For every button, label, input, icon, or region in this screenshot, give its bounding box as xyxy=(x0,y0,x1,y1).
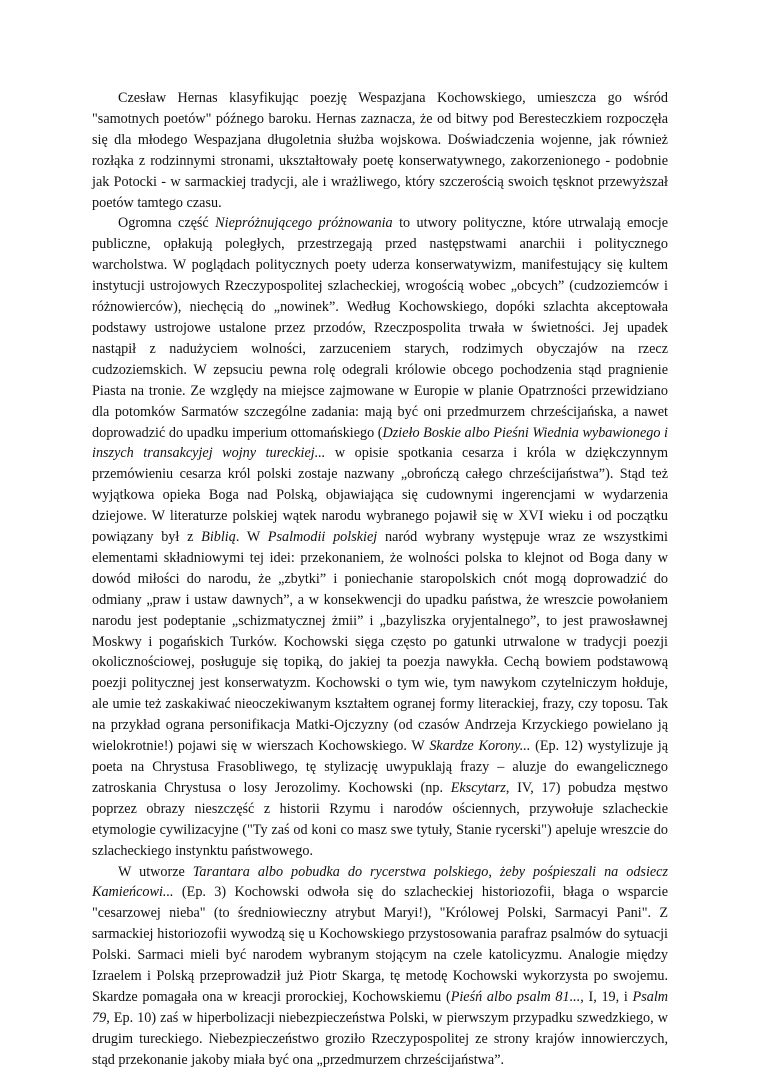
italic-title: Dzieło Boskie albo Pieśni Wiednia wybawionego i inszych transakcyjej wojny tureckiej... xyxy=(92,424,668,462)
text-run: to utwory polityczne, które utrwalają emocje publiczne, opłakują poległych, przestrzegają przed następstwami anarchii i politycznego warcholstwa. W poglądach politycznych poety uderza konserwatywizm, manifestujący się kultem instytucji ustrojowych Rzeczypospolitej szlacheckiej, wrogością wobec „obcych” (cudzoziemców i różnowierców), niechęcią do „nowinek”. Według Kochowskiego, dopóki szlachta akceptowała podstawy ustrojowe ustalone przez przodów, Rzeczpospolita trwała w świetności. Jej upadek nastąpił z nadużyciem wolności, zarzuceniem starych, rodzimych obyczajów na rzecz cudzoziemskich. W zepsuciu pewna rolę odegrali królowie obcego pochodzenia stąd pragnienie Piasta na tronie. Ze względy na miejsce zajmowane w Europie w planie Opatrzności przewidziano dla potomków Sarmatów szczególne zadania: mają być oni przedmurzem chrześcijańska, a nawet doprowadzić do upadku imperium ottomańskiego ( xyxy=(92,215,669,441)
italic-title: Biblią xyxy=(201,529,236,546)
paragraph-1 xyxy=(92,88,668,213)
text-run: , IV, 17) pobudza męstwo poprzez obrazy nieszczęść z historii Rzymu i narodów ościennych, przywołuje szlacheckie etymologie cywilizacyjne ("Ty zaś od koni co masz swe tytuły, Stanie rycerski") apeluje wreszcie do szlacheckiego instynktu państwowego. xyxy=(92,779,669,859)
text-run: , Ep. 10) zaś w hiperbolizacji niebezpieczeństwa Polski, w pierwszym przypadku szwedzkiego, w drugim tureckiego. Niebezpieczeństwo groziło Rzeczypospolitej ze strony krajów innowierczych, stąd przekonanie jakoby miała być ona „przedmurzem chrześcijaństwa”. xyxy=(92,1009,668,1068)
paragraph-2 xyxy=(92,213,668,861)
italic-title: Pieśń albo psalm 81... xyxy=(450,988,581,1005)
text-run: W utworze xyxy=(118,863,193,880)
italic-title: Psalm 79 xyxy=(92,988,669,1026)
italic-title: Skardze Korony... xyxy=(429,738,531,755)
paragraph-3 xyxy=(92,862,668,1071)
text-run: (Ep. 3) Kochowski odwoła się do szlacheckiej historiozofii, błaga o wsparcie "cesarzowej nieba" (to średniowieczny atrybut Maryi!), "Królowej Polski, Sarmacyi Pani". Z sarmackiej historiozofii wywodzą się u Kochowskiego przystosowania parafraz psalmów do sytuacji Polski. Sarmaci mieli być narodem wybranym stojącym na czele katolicyzmu. Analogie między Izraelem i Polską przeprowadził już Piotr Skarga, tę metodę Kochowski wykorzysta po swojemu. Skardze pomagała ona w kreacji prorockiej, Kochowskiemu ( xyxy=(92,884,668,1005)
text-run: (Ep. 12) wystylizuje ją poeta na Chrystusa Frasobliwego, tę stylizację uwypuklają frazy – aluzje do ewangelicznego zatroskania Chrystusa o losy Jerozolimy. Kochowski (np. xyxy=(92,738,668,796)
italic-title: Tarantara albo pobudka do rycerstwa polskiego, żeby pośpieszali na odsiecz Kamieńcowi... xyxy=(92,863,668,901)
text-run: , I, 19, i xyxy=(580,988,633,1005)
text-run: Czesław Hernas klasyfikując poezję Wespazjana Kochowskiego, umieszcza go wśród "samotnych poetów" późnego baroku. Hernas zaznacza, że od bitwy pod Beresteczkiem rozpoczęła się dla młodego Wespazjana długoletnia służba wojskowa. Doświadczenia wojenne, jak również rozłąka z rodzinnymi stronami, ukształtowały poetę konserwatywnego, zakorzenionego - podobnie jak Potocki - w sarmackiej tradycji, ale i wrażliwego, który szczerością swoich tęsknot przewyższał poetów tamtego czasu. xyxy=(92,90,668,211)
text-run: . W xyxy=(235,529,268,546)
italic-title: Niepróżnującego próżnowania xyxy=(215,215,393,232)
italic-title: Ekscytarz xyxy=(450,779,506,796)
italic-title: Psalmodii polskiej xyxy=(267,529,378,546)
text-run: Ogromna część xyxy=(118,215,216,232)
document-page xyxy=(92,88,668,1071)
text-run: w opisie spotkania cesarza i króla w dziękczynnym przemówieniu cesarza król polski zostaje nazwany „obrończą całego chrześcijaństwa”). Stąd też wyjątkowa opieka Boga nad Polską, objawiająca się cudownymi ingerencjami w wydarzenia dziejowe. W literaturze polskiej wątek narodu wybranego pojawił się w XVI wieku i od początku powiązany był z xyxy=(92,445,668,546)
text-run: naród wybrany występuje wraz ze wszystkimi elementami składniowymi tej idei: przekonaniem, że wolności polska to klejnot od Boga dany w dowód miłości do narodu, że „zbytki” i poniechanie staropolskich cnót mogą doprowadzić do odmiany „praw i ustaw dawnych”, a w konsekwencji do upadku państwa, że wreszcie powołaniem narodu jest podeptanie „schizmatycznej żmii” i „bazyliszka oryjentalnego”, to jest prawosławnej Moskwy i pogańskich Turków. Kochowski sięga często po gatunki utrwalone w tradycji poezji okolicznościowej, posługuje się topiką, do jakiej ta poezja nawykła. Cechą bowiem podstawową poezji politycznej jest konserwatyzm. Kochowski o tym wie, tym nawykom czytelniczym hołduje, ale umie też zaskakiwać nieoczekiwanym kształtem ogranej formy literackiej, frazy, czy toposu. Tak na przykład ograna personifikacja Matki-Ojczyzny (od czasów Andrzeja Krzyckiego powielano ją wielokrotnie!) pojawi się w wierszach Kochowskiego. W xyxy=(92,529,668,755)
